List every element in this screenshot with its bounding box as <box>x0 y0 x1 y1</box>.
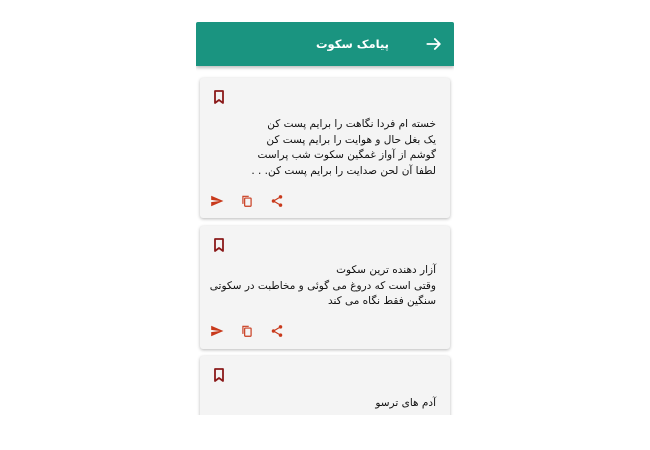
card-actions <box>208 192 308 210</box>
sms-card <box>200 356 450 415</box>
app-screen <box>196 22 454 415</box>
sms-line: وقتی است که دروغ می گوئی و مخاطبت در سکوتی <box>209 279 436 292</box>
sms-line: لطفا آن لحن صدایت را برایم پست کن. . . <box>251 164 436 177</box>
sms-line: آدم های ترسو <box>375 397 436 409</box>
sms-line: خسته ام فردا نگاهت را برایم پست کن <box>267 118 436 130</box>
sms-line: یک بغل حال و هوایت را برایم پست کن <box>266 133 436 146</box>
bookmark-outline-icon[interactable] <box>212 367 226 383</box>
sms-card <box>200 78 450 218</box>
arrow-right-icon[interactable] <box>424 34 444 54</box>
card-list[interactable] <box>196 66 454 415</box>
sms-text <box>214 396 436 412</box>
sms-card <box>200 226 450 349</box>
bookmark-outline-icon[interactable] <box>212 89 226 105</box>
sms-line: سنگین فقط نگاه می کند <box>327 295 436 307</box>
sms-line: آزار دهنده ترین سکوت <box>336 264 436 276</box>
share-icon[interactable] <box>268 322 286 340</box>
sms-line: گوشم از آواز غمگین سکوت شب پراست <box>257 149 436 161</box>
card-actions <box>208 322 308 340</box>
share-icon[interactable] <box>268 192 286 210</box>
sms-text <box>209 263 436 310</box>
app-bar <box>196 22 454 66</box>
bookmark-outline-icon[interactable] <box>212 237 226 253</box>
page-title: پیامک سکوت <box>316 37 389 51</box>
copy-icon[interactable] <box>238 192 256 210</box>
copy-icon[interactable] <box>238 322 256 340</box>
sms-text <box>214 117 436 179</box>
send-icon[interactable] <box>208 322 226 340</box>
send-icon[interactable] <box>208 192 226 210</box>
